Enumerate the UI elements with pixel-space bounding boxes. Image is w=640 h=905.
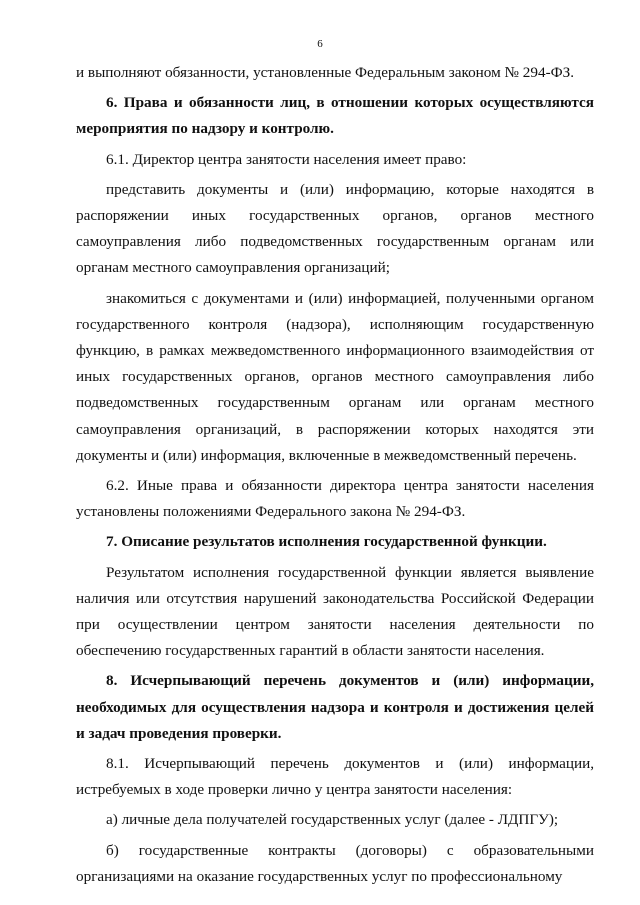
section-heading-7: 7. Описание результатов исполнения государственной функции. bbox=[106, 533, 547, 551]
paragraph-continuation: и выполняют обязанности, установленные Федеральным законом № 294-ФЗ. bbox=[76, 64, 575, 81]
paragraph-6-2: 6.2. Иные права и обязанности директора центра занятости населения установлены положениями Федерального закона № 294-ФЗ. bbox=[76, 477, 594, 521]
paragraph-results: Результатом исполнения государственной функции является выявление наличия или отсутствия нарушений законодательства Российской Федерации при осуществлении центром занятости населения деятельности по обеспечению государственных гарантий в области занятости населения. bbox=[76, 563, 594, 660]
paragraph-8-1: 8.1. Исчерпывающий перечень документов и (или) информации, истребуемых в ходе проверки лично у центра занятости населения: bbox=[76, 755, 594, 799]
section-heading-6: 6. Права и обязанности лиц, в отношении которых осуществляются мероприятия по надзору и контролю. bbox=[76, 94, 594, 138]
document-body bbox=[76, 60, 594, 890]
list-item-b: б) государственные контракты (договоры) с образовательными организациями на оказание государственных услуг по профессиональному bbox=[76, 841, 594, 885]
paragraph-right-provide-documents: представить документы и (или) информацию, которые находятся в распоряжении иных государственных органов, органов местного самоуправления либо подведомственных государственным органам или органам местного самоуправления организаций; bbox=[76, 180, 594, 277]
list-item-a: а) личные дела получателей государственных услуг (далее - ЛДПГУ); bbox=[106, 811, 559, 829]
section-heading-8: 8. Исчерпывающий перечень документов и (или) информации, необходимых для осуществления надзора и контроля и достижения целей и задач проведения проверки. bbox=[76, 672, 594, 742]
page-number: 6 bbox=[317, 38, 323, 50]
paragraph-6-1: 6.1. Директор центра занятости населения имеет право: bbox=[106, 150, 467, 168]
paragraph-right-review-documents: знакомиться с документами и (или) информацией, полученными органом государственного контроля (надзора), исполняющим государственную функцию, в рамках межведомственного информационного взаимодействия от иных государственных органов, органов местного самоуправления либо подведомственных государственным органам или органам местного самоуправления организаций, в распоряжении которых находятся эти документы и (или) информация, включенные в межведомственный перечень. bbox=[76, 289, 594, 464]
